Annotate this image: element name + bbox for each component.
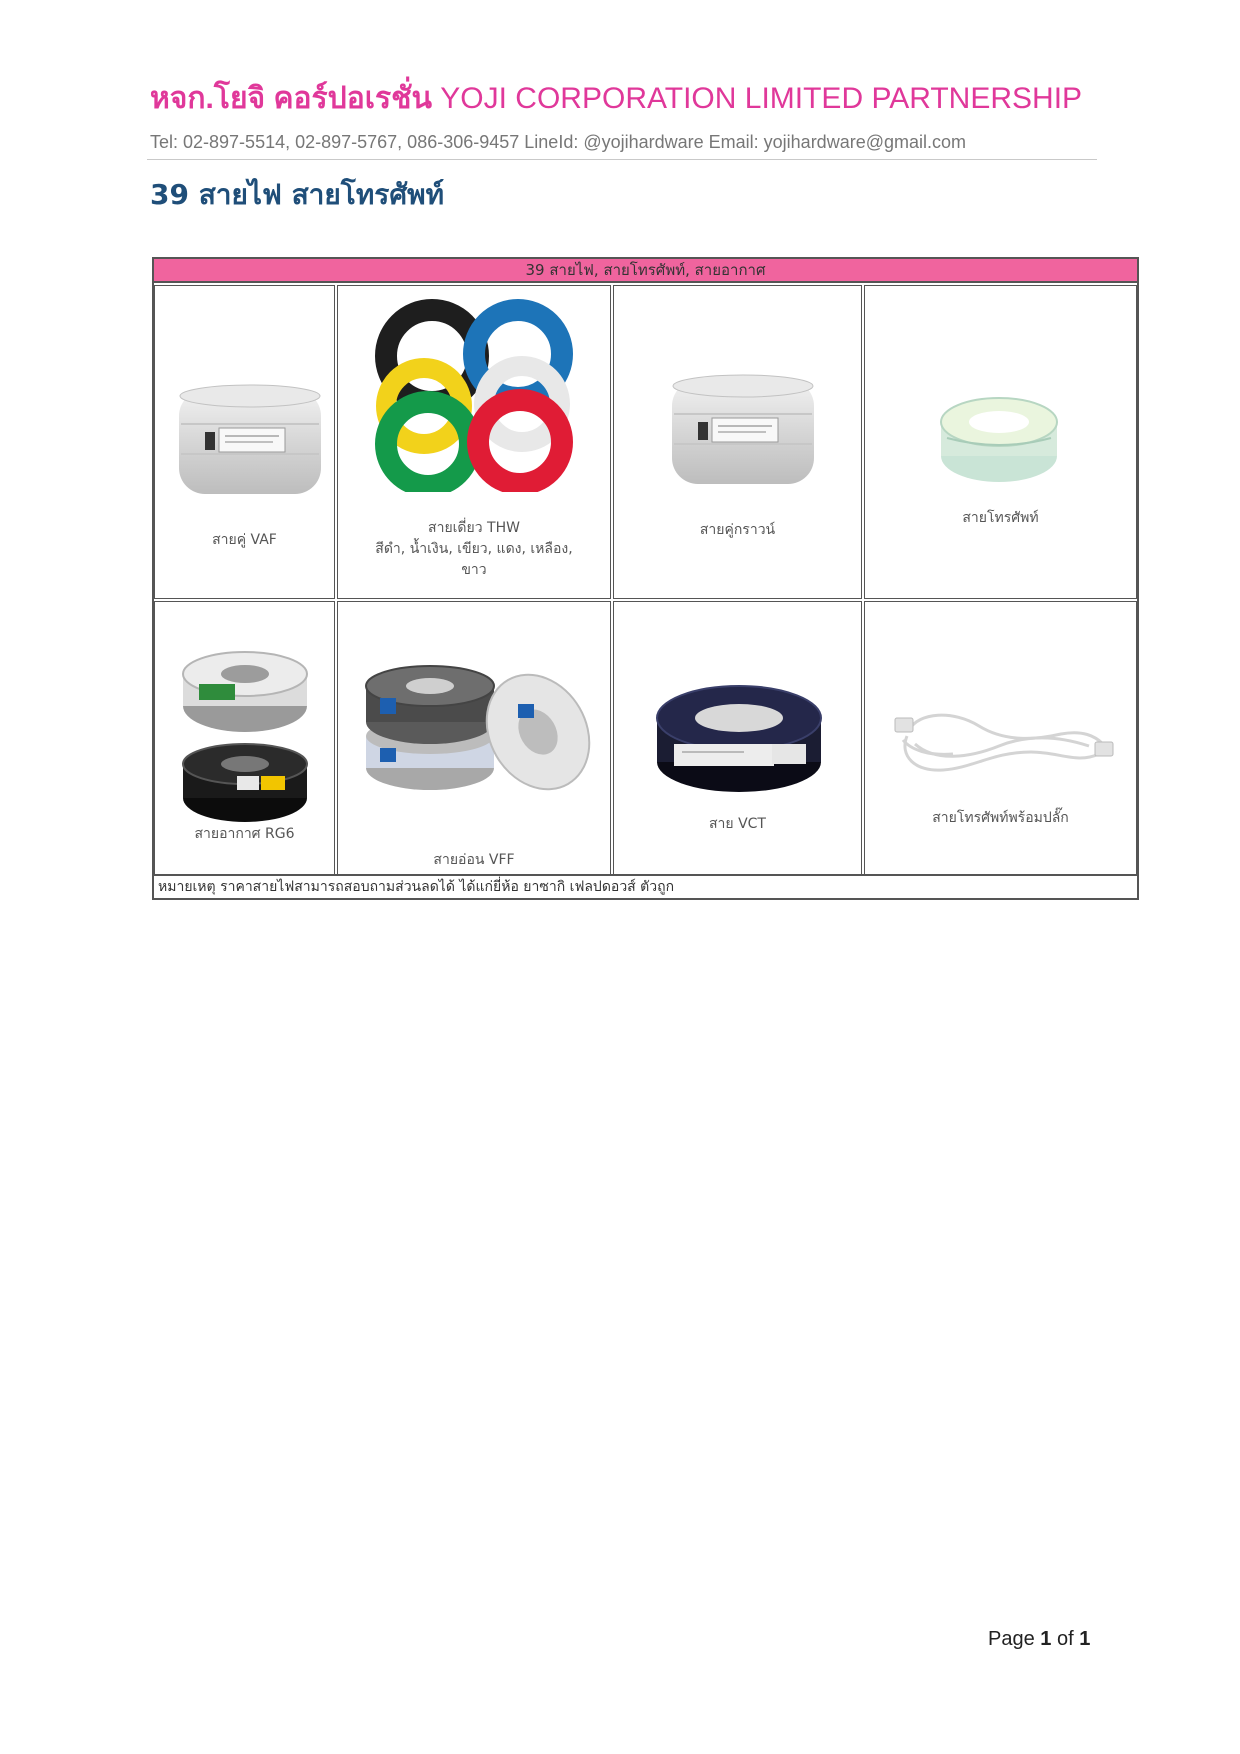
- page-title: 39 สายไฟ สายโทรศัพท์: [150, 178, 445, 211]
- coaxial-cable-rolls-icon: [179, 648, 311, 824]
- phone-cord-with-plug-icon: [889, 700, 1119, 790]
- product-caption-line1: สายเดี่ยว THW: [428, 520, 520, 536]
- product-cell-ground: [613, 285, 862, 599]
- white-ground-cable-roll-icon: [668, 372, 818, 492]
- product-caption-line2: สีดำ, น้ำเงิน, เขียว, แดง, เหลือง,: [375, 541, 573, 557]
- telephone-wire-coil-icon: [937, 394, 1061, 486]
- company-name: [150, 75, 1082, 122]
- colored-wire-coils-icon: [368, 296, 584, 492]
- contact-line: Tel: 02-897-5514, 02-897-5767, 086-306-9457 LineId: @yojihardware Email: yojihardware@gmail.com: [150, 132, 967, 152]
- product-cell-vct: [613, 601, 862, 875]
- product-caption: สายโทรศัพท์: [962, 510, 1039, 526]
- product-cell-thw: [337, 285, 611, 599]
- product-caption: สาย VCT: [709, 816, 766, 832]
- product-caption: สายอากาศ RG6: [194, 826, 295, 842]
- company-name-thai: หจก.โยจิ คอร์ปอเรชั่น: [150, 82, 432, 115]
- product-cell-telephone: [864, 285, 1137, 599]
- white-flat-cable-roll-icon: [175, 382, 325, 502]
- product-caption: สายคู่ VAF: [212, 532, 277, 548]
- product-cell-vaf: [154, 285, 335, 599]
- product-caption-line3: ขาว: [461, 562, 487, 578]
- header-divider: [147, 159, 1097, 160]
- product-caption: [344, 518, 604, 581]
- product-caption: สายคู่กราวน์: [699, 522, 776, 538]
- table-note: หมายเหตุ ราคาสายไฟสามารถสอบถามส่วนลดได้ ได้แก่ยี่ห้อ ยาซากิ เฟลปดอวส์ ตัวถูก: [154, 874, 1137, 898]
- product-cell-rg6: [154, 601, 335, 875]
- product-caption: สายโทรศัพท์พร้อมปลั๊ก: [932, 810, 1069, 826]
- black-vct-cable-roll-icon: [654, 682, 824, 794]
- table-header: 39 สายไฟ, สายโทรศัพท์, สายอากาศ: [154, 259, 1137, 283]
- flexible-cable-rolls-icon: [362, 664, 592, 794]
- product-table: [152, 257, 1139, 900]
- company-name-english: YOJI CORPORATION LIMITED PARTNERSHIP: [440, 82, 1083, 115]
- product-caption: สายอ่อน VFF: [433, 852, 515, 868]
- page-number: Page 1 of 1: [988, 1628, 1091, 1650]
- product-cell-vff: [337, 601, 611, 875]
- product-cell-phone-cord: [864, 601, 1137, 875]
